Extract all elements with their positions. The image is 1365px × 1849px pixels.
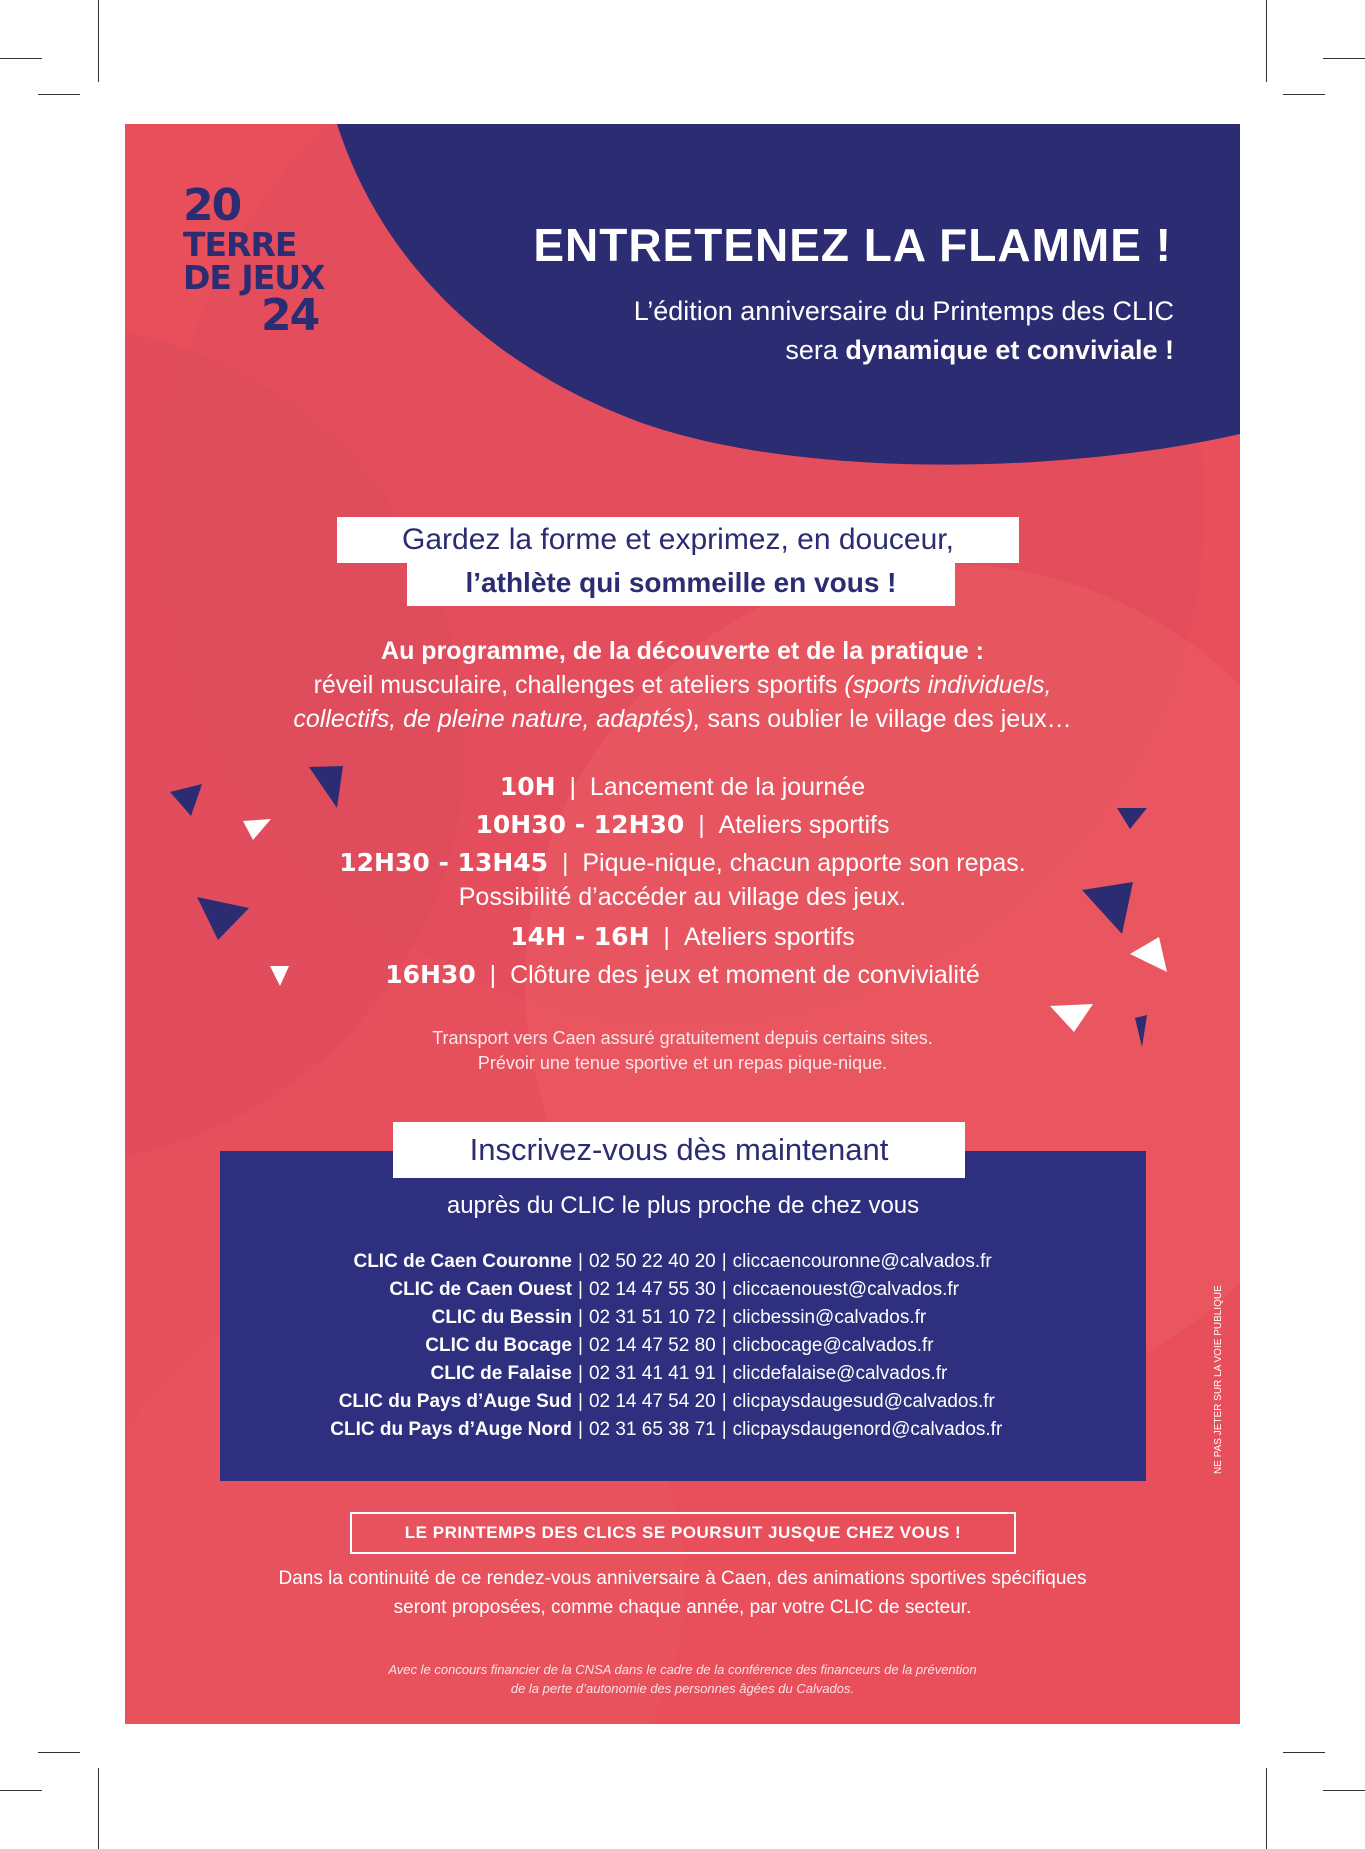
crop-mark (0, 58, 42, 59)
schedule-row (185, 806, 1180, 844)
crop-mark (98, 1768, 99, 1810)
intro-line-1: L’édition anniversaire du Printemps des CLIC (633, 296, 1174, 326)
list-item (220, 1360, 1146, 1388)
transport-line-1: Transport vers Caen assuré gratuitement depuis certains sites. (432, 1028, 933, 1048)
crop-mark (1266, 40, 1267, 82)
schedule-time: 12H30 - 13H45 (339, 848, 549, 877)
signup-subtitle: auprès du CLIC le plus proche de chez vous (446, 1192, 920, 1219)
schedule (185, 768, 1180, 994)
transport-line-2: Prévoir une tenue sportive et un repas pique-nique. (477, 1053, 888, 1073)
logo-line-2: TERRE (183, 225, 297, 264)
schedule-activity: Ateliers sportifs (683, 923, 855, 951)
list-item (220, 1304, 1146, 1332)
program-line-2-text: réveil musculaire, challenges et ateliers sportifs (313, 671, 845, 699)
crop-mark (98, 0, 99, 42)
tagline-box-1: Gardez la forme et exprimez, en douceur, (337, 517, 1019, 563)
terre-de-jeux-logo (183, 180, 325, 341)
list-item (220, 1388, 1146, 1416)
separator: | (721, 1391, 727, 1412)
separator: | (721, 1335, 727, 1356)
funding-note (185, 1660, 1180, 1698)
clic-name: CLIC du Pays d’Auge Nord (330, 1419, 572, 1440)
schedule-row (185, 844, 1180, 882)
clic-phone[interactable]: 02 31 41 41 91 (588, 1363, 716, 1384)
clic-phone[interactable]: 02 31 65 38 71 (588, 1419, 716, 1440)
separator: | (721, 1251, 727, 1272)
crop-mark (1266, 1807, 1267, 1849)
poursuit-banner: LE PRINTEMPS DES CLICS SE POURSUIT JUSQUE CHEZ VOUS ! (350, 1512, 1016, 1554)
schedule-separator: | (698, 811, 705, 839)
separator: | (578, 1307, 583, 1328)
clic-name: CLIC du Pays d’Auge Sud (338, 1391, 572, 1412)
schedule-row (185, 956, 1180, 994)
clic-phone[interactable]: 02 31 51 10 72 (588, 1307, 716, 1328)
clic-phone[interactable]: 02 14 47 54 20 (588, 1391, 716, 1412)
clic-email[interactable]: cliccaencouronne@calvados.fr (732, 1251, 992, 1272)
separator: | (721, 1363, 727, 1384)
clic-email[interactable]: clicpaysdaugesud@calvados.fr (732, 1391, 995, 1412)
logo-line-1: 20 (183, 180, 241, 231)
schedule-separator: | (561, 849, 569, 877)
schedule-time: 10H (499, 772, 556, 801)
program-description (185, 634, 1180, 736)
transport-note (185, 1026, 1180, 1076)
schedule-activity: Lancement de la journée (589, 773, 866, 801)
program-line-3 (185, 702, 1180, 736)
clic-email[interactable]: clicpaysdaugenord@calvados.fr (732, 1419, 1003, 1440)
clic-name: CLIC de Caen Couronne (353, 1251, 572, 1272)
separator: | (578, 1279, 583, 1300)
continuity-line-2: seront proposées, comme chaque année, par votre CLIC de secteur. (393, 1597, 972, 1618)
crop-mark (98, 40, 99, 82)
clic-phone[interactable]: 02 14 47 55 30 (588, 1279, 716, 1300)
list-item (220, 1332, 1146, 1360)
program-line-1: Au programme, de la découverte et de la pratique : (381, 637, 984, 665)
schedule-time: 14H - 16H (510, 922, 650, 951)
schedule-activity: Pique-nique, chacun apporte son repas. (582, 849, 1026, 877)
crop-mark (38, 94, 80, 95)
schedule-row (185, 768, 1180, 806)
clic-email[interactable]: clicdefalaise@calvados.fr (732, 1363, 948, 1384)
separator: | (578, 1251, 583, 1272)
clic-email[interactable]: clicbessin@calvados.fr (732, 1307, 927, 1328)
vertical-disposal-note: NE PAS JETER SUR LA VOIE PUBLIQUE (1213, 1285, 1224, 1474)
separator: | (578, 1419, 583, 1440)
clic-name: CLIC de Caen Ouest (389, 1279, 572, 1300)
funding-line-2: de la perte d’autonomie des personnes âgées du Calvados. (510, 1681, 855, 1696)
crop-mark (1283, 1752, 1325, 1753)
clic-phone[interactable]: 02 50 22 40 20 (588, 1251, 716, 1272)
list-item (220, 1248, 1146, 1276)
schedule-row-extra: Possibilité d’accéder au village des jeux. (458, 883, 907, 911)
continuity-text (185, 1564, 1180, 1622)
intro-line-2 (634, 331, 1174, 370)
separator: | (578, 1363, 583, 1384)
schedule-separator: | (663, 923, 670, 951)
crop-mark (1323, 1790, 1365, 1791)
program-line-2-italic: (sports individuels, (844, 671, 1052, 699)
crop-mark (1283, 94, 1325, 95)
separator: | (721, 1279, 727, 1300)
clic-email[interactable]: clicbocage@calvados.fr (732, 1335, 934, 1356)
continuity-line-1: Dans la continuité de ce rendez-vous anniversaire à Caen, des animations sportives spécifiques (278, 1568, 1087, 1589)
separator: | (578, 1335, 583, 1356)
schedule-row (185, 918, 1180, 956)
separator: | (578, 1391, 583, 1412)
list-item (220, 1276, 1146, 1304)
schedule-separator: | (489, 961, 497, 989)
crop-mark (1323, 58, 1365, 59)
crop-mark (38, 1752, 80, 1753)
clic-name: CLIC du Bessin (431, 1307, 572, 1328)
list-item (220, 1416, 1146, 1444)
crop-mark (98, 1807, 99, 1849)
clic-phone[interactable]: 02 14 47 52 80 (588, 1335, 716, 1356)
logo-line-3: DE JEUX (183, 258, 325, 297)
schedule-time: 10H30 - 12H30 (475, 810, 685, 839)
intro-line-2-prefix: sera (785, 335, 846, 365)
program-line-2 (185, 668, 1180, 702)
page-title: ENTRETENEZ LA FLAMME ! (533, 219, 1172, 271)
schedule-activity: Ateliers sportifs (718, 811, 890, 839)
schedule-separator: | (569, 773, 576, 801)
logo-line-4: 24 (261, 290, 319, 341)
clic-name: CLIC du Bocage (425, 1335, 572, 1356)
poster (125, 124, 1240, 1724)
separator: | (721, 1307, 727, 1328)
intro-text (634, 292, 1174, 370)
tagline-box-2: l’athlète qui sommeille en vous ! (407, 560, 955, 606)
crop-mark (0, 1790, 42, 1791)
program-line-3-italic: collectifs, de pleine nature, adaptés), (293, 705, 701, 733)
schedule-time: 16H30 (385, 960, 476, 989)
separator: | (721, 1419, 727, 1440)
funding-line-1: Avec le concours financier de la CNSA dans le cadre de la conférence des financeurs de la prévention (388, 1662, 977, 1677)
clic-contact-list (220, 1248, 1146, 1444)
crop-mark (1266, 0, 1267, 42)
signup-title: Inscrivez-vous dès maintenant (393, 1122, 965, 1178)
crop-mark (1266, 1768, 1267, 1810)
intro-line-2-bold: dynamique et conviviale ! (845, 335, 1174, 365)
clic-name: CLIC de Falaise (430, 1363, 572, 1384)
schedule-activity: Clôture des jeux et moment de convivialité (510, 961, 980, 989)
clic-email[interactable]: cliccaenouest@calvados.fr (732, 1279, 959, 1300)
program-line-3-text: sans oublier le village des jeux… (700, 705, 1072, 733)
